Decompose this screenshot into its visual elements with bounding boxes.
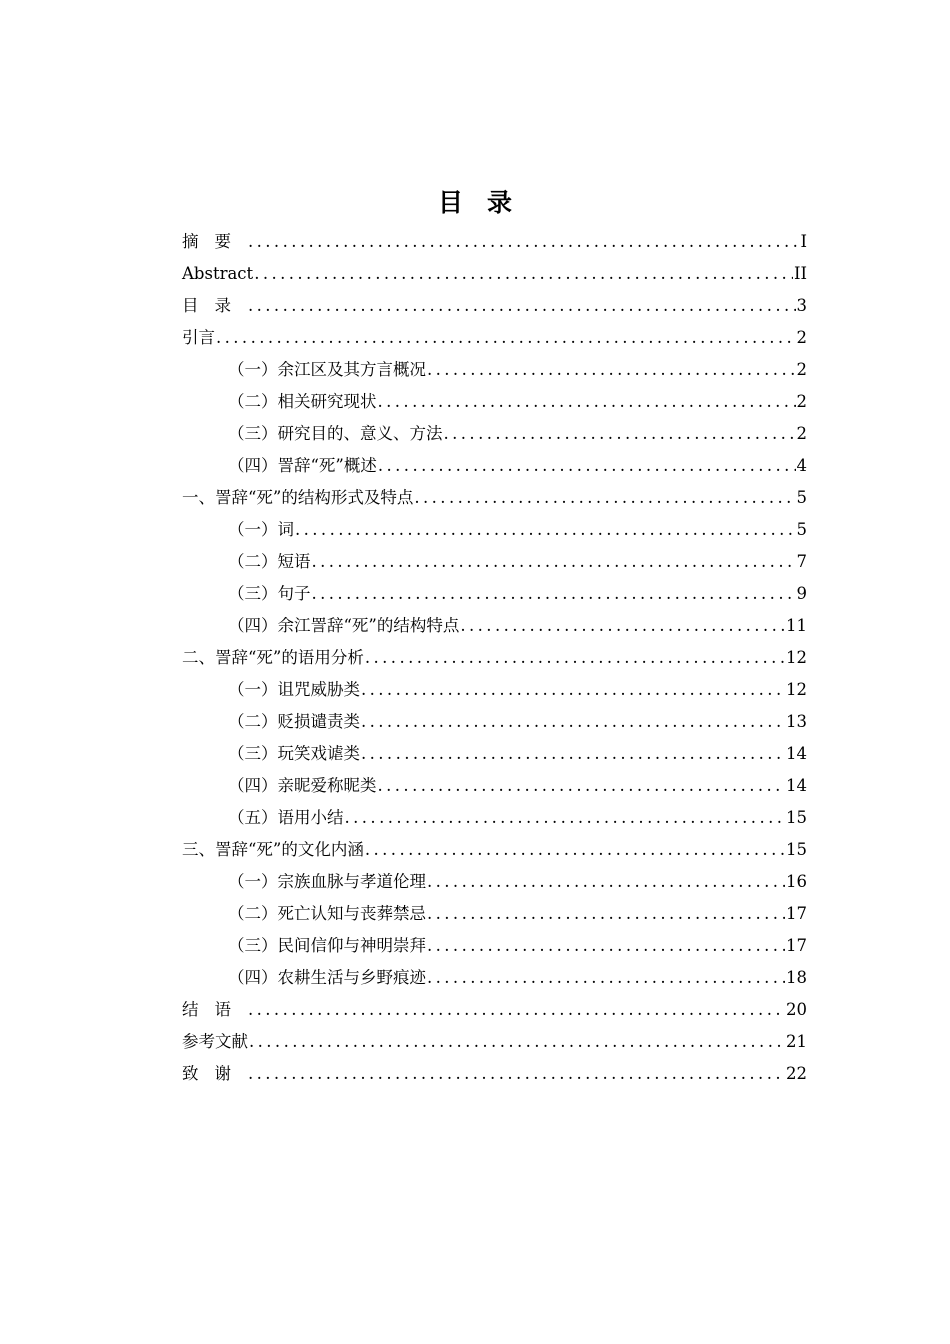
toc-entry-label: 二、詈辞“死”的语用分析 bbox=[182, 648, 364, 667]
toc-entry-label: （二）贬损谴责类 bbox=[228, 712, 360, 731]
toc-entry-page: 2 bbox=[796, 328, 807, 347]
toc-entry-label: 摘要 bbox=[182, 232, 247, 251]
toc-leader-dots bbox=[295, 514, 796, 546]
toc-entry-page: 2 bbox=[796, 392, 807, 411]
toc-entry-label: 致谢 bbox=[182, 1064, 247, 1083]
toc-entry-page: 17 bbox=[786, 904, 807, 923]
toc-entry-chapter-1-1[interactable] bbox=[182, 514, 807, 546]
toc-entry-page: 14 bbox=[786, 744, 807, 763]
toc-leader-dots bbox=[361, 674, 785, 706]
toc-entry-page: 17 bbox=[786, 936, 807, 955]
toc-entry-page: 16 bbox=[786, 872, 807, 891]
toc-entry-label: 一、詈辞“死”的结构形式及特点 bbox=[182, 488, 414, 507]
toc-entry-page: 5 bbox=[796, 488, 807, 507]
toc-leader-dots bbox=[460, 610, 785, 642]
toc-entry-label: （一）诅咒威胁类 bbox=[228, 680, 360, 699]
toc-leader-dots bbox=[312, 546, 796, 578]
toc-entry-page: 9 bbox=[796, 584, 807, 603]
toc-leader-dots bbox=[427, 866, 785, 898]
toc-entry-label: 引言 bbox=[182, 328, 215, 347]
toc-leader-dots bbox=[427, 930, 785, 962]
toc-leader-dots bbox=[444, 418, 796, 450]
toc-leader-dots bbox=[365, 834, 785, 866]
toc-entry-label: （五）语用小结 bbox=[228, 808, 344, 827]
toc-entry-page: II bbox=[793, 264, 807, 283]
toc-entry-page: 20 bbox=[786, 1000, 807, 1019]
toc-leader-dots bbox=[427, 898, 785, 930]
toc-entry-intro-3[interactable] bbox=[182, 418, 807, 450]
toc-entry-label: （一）宗族血脉与孝道伦理 bbox=[228, 872, 426, 891]
toc-leader-dots bbox=[345, 802, 786, 834]
toc-leader-dots bbox=[312, 578, 796, 610]
toc-entry-label: （三）玩笑戏谑类 bbox=[228, 744, 360, 763]
toc-entry-label: （一）余江区及其方言概况 bbox=[228, 360, 426, 379]
toc-entry-label: 结语 bbox=[182, 1000, 247, 1019]
toc-entry-page: 18 bbox=[786, 968, 807, 987]
toc-leader-dots bbox=[427, 354, 796, 386]
toc-entry-conclusion[interactable] bbox=[182, 994, 807, 1026]
toc-leader-dots bbox=[361, 706, 785, 738]
toc-entry-intro-4[interactable] bbox=[182, 450, 807, 482]
toc-entry-page: 14 bbox=[786, 776, 807, 795]
toc-entry-page: 4 bbox=[796, 456, 807, 475]
toc-entry-chapter-2-3[interactable] bbox=[182, 738, 807, 770]
toc-entry-chapter-3-3[interactable] bbox=[182, 930, 807, 962]
toc-leader-dots bbox=[248, 994, 785, 1026]
toc-leader-dots bbox=[248, 226, 799, 258]
toc-entry-label: （三）研究目的、意义、方法 bbox=[228, 424, 443, 443]
toc-entry-page: 2 bbox=[796, 360, 807, 379]
toc-entry-page: 12 bbox=[786, 680, 807, 699]
toc-entry-contents[interactable] bbox=[182, 290, 807, 322]
toc-entry-label: 三、詈辞“死”的文化内涵 bbox=[182, 840, 364, 859]
toc-entry-chapter-2[interactable] bbox=[182, 642, 807, 674]
toc-entry-abstract-en[interactable] bbox=[182, 258, 807, 290]
toc-entry-chapter-3-1[interactable] bbox=[182, 866, 807, 898]
toc-entry-chapter-1-2[interactable] bbox=[182, 546, 807, 578]
toc-entry-label: （四）余江詈辞“死”的结构特点 bbox=[228, 616, 460, 635]
toc-entry-page: 11 bbox=[786, 616, 807, 635]
toc-title: 目录 bbox=[437, 188, 536, 217]
toc-entry-page: 7 bbox=[796, 552, 807, 571]
toc-leader-dots bbox=[216, 322, 796, 354]
toc-leader-dots bbox=[249, 1026, 785, 1058]
toc-entry-label: （四）詈辞“死”概述 bbox=[228, 456, 377, 475]
toc-entry-label: 目录 bbox=[182, 296, 247, 315]
toc-list bbox=[182, 226, 807, 1090]
toc-entry-page: 12 bbox=[786, 648, 807, 667]
toc-entry-acknowledgements[interactable] bbox=[182, 1058, 807, 1090]
toc-entry-label: （三）民间信仰与神明崇拜 bbox=[228, 936, 426, 955]
toc-leader-dots bbox=[414, 482, 795, 514]
toc-leader-dots bbox=[361, 738, 785, 770]
toc-entry-chapter-3[interactable] bbox=[182, 834, 807, 866]
toc-entry-label: Abstract bbox=[182, 264, 254, 283]
toc-entry-page: 2 bbox=[796, 424, 807, 443]
toc-leader-dots bbox=[378, 450, 796, 482]
toc-entry-label: （二）短语 bbox=[228, 552, 311, 571]
toc-entry-label: 参考文献 bbox=[182, 1032, 248, 1051]
toc-entry-label: （四）亲昵爱称昵类 bbox=[228, 776, 377, 795]
toc-entry-page: 15 bbox=[786, 840, 807, 859]
toc-entry-chapter-1-3[interactable] bbox=[182, 578, 807, 610]
toc-entry-page: I bbox=[800, 232, 807, 251]
toc-leader-dots bbox=[248, 290, 796, 322]
toc-entry-introduction[interactable] bbox=[182, 322, 807, 354]
toc-entry-chapter-3-4[interactable] bbox=[182, 962, 807, 994]
toc-entry-page: 5 bbox=[796, 520, 807, 539]
toc-entry-page: 3 bbox=[796, 296, 807, 315]
toc-entry-page: 15 bbox=[786, 808, 807, 827]
toc-entry-label: （二）相关研究现状 bbox=[228, 392, 377, 411]
toc-leader-dots bbox=[248, 1058, 785, 1090]
toc-entry-label: （一）词 bbox=[228, 520, 294, 539]
toc-entry-abstract-cn[interactable] bbox=[182, 226, 807, 258]
toc-leader-dots bbox=[378, 386, 796, 418]
toc-entry-page: 21 bbox=[786, 1032, 807, 1051]
toc-entry-chapter-1[interactable] bbox=[182, 482, 807, 514]
toc-entry-chapter-2-2[interactable] bbox=[182, 706, 807, 738]
toc-entry-chapter-2-4[interactable] bbox=[182, 770, 807, 802]
toc-entry-intro-2[interactable] bbox=[182, 386, 807, 418]
toc-entry-chapter-1-4[interactable] bbox=[182, 610, 807, 642]
toc-leader-dots bbox=[254, 258, 793, 290]
toc-entry-chapter-2-1[interactable] bbox=[182, 674, 807, 706]
toc-entry-chapter-2-5[interactable] bbox=[182, 802, 807, 834]
toc-entry-label: （二）死亡认知与丧葬禁忌 bbox=[228, 904, 426, 923]
toc-entry-label: （四）农耕生活与乡野痕迹 bbox=[228, 968, 426, 987]
toc-entry-page: 13 bbox=[786, 712, 807, 731]
toc-entry-page: 22 bbox=[786, 1064, 807, 1083]
toc-entry-label: （三）句子 bbox=[228, 584, 311, 603]
toc-leader-dots bbox=[365, 642, 785, 674]
toc-entry-chapter-3-2[interactable] bbox=[182, 898, 807, 930]
toc-entry-intro-1[interactable] bbox=[182, 354, 807, 386]
toc-entry-references[interactable] bbox=[182, 1026, 807, 1058]
toc-leader-dots bbox=[378, 770, 786, 802]
toc-leader-dots bbox=[427, 962, 785, 994]
